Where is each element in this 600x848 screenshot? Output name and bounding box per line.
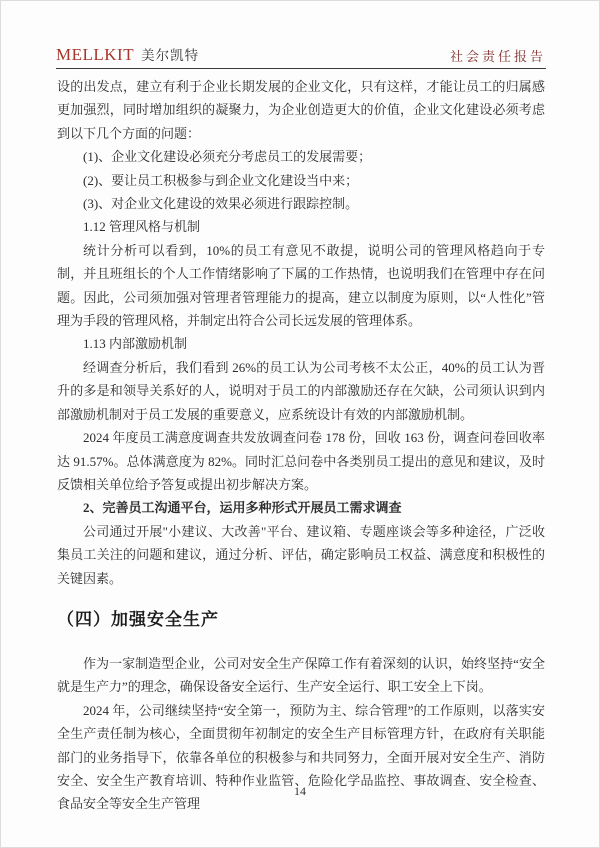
logo-chinese-name: 美尔凯特: [141, 48, 200, 63]
subheading-communication-platform: 2、完善员工沟通平台，运用多种形式开展员工需求调查: [83, 500, 402, 516]
list-item-1: (1)、企业文化建设必须充分考虑员工的发展需要；: [83, 149, 372, 165]
section-heading-safety: （四）加强安全生产: [57, 609, 219, 629]
company-logo: [56, 44, 199, 65]
document-title: 社会责任报告: [449, 49, 546, 64]
page-header: [56, 39, 546, 69]
logo-wordmark: MELLKIT: [56, 45, 135, 64]
subheading-1-12: 1.12 管理风格与机制: [83, 219, 201, 235]
list-item-3: (3)、对企业文化建设的效果必须进行跟踪控制。: [83, 196, 359, 212]
paragraph-safety-2024: 2024 年，公司继续坚持“安全第一，预防为主、综合管理”的工作原则，以落实安全生产责任制为核心，全面贯彻年初制定的安全生产目标管理方针，在政府有关职能部门的业务指导下，依靠各单位的积极参与和共同努力，全面开展对安全生产、消防安全、安全生产教育培训、特种作业监管、危险化学品监控、事故调查、安全检查、食品安全等安全生产管理: [57, 702, 545, 812]
page-number: 14: [294, 784, 306, 798]
page-body: [57, 75, 545, 816]
paragraph-continuation: 设的出发点，建立有利于企业长期发展的企业文化，只有这样，才能让员工的归属感更加强烈，同时增加组织的凝聚力，为企业创造更大的价值，企业文化建设必须考虑到以下几个方面的问题：: [57, 79, 545, 141]
list-item-2: (2)、要让员工积极参与到企业文化建设当中来；: [83, 172, 359, 188]
paragraph-communication: 公司通过开展"小建议、大改善"平台、建议箱、专题座谈会等多种途径，广泛收集员工关注的问题和建议，通过分析、评估，确定影响员工权益、满意度和积极性的关键因素。: [57, 523, 545, 586]
paragraph-incentive: 经调查分析后，我们看到 26%的员工认为公司考核不太公正，40%的员工认为晋升的多是和领导关系好的人，说明对于员工的内部激励还存在欠缺，公司须认识到内部激励机制对于员工发展的重要意义，应系统设计有效的内部激励机制。: [57, 359, 545, 422]
subheading-1-13: 1.13 内部激励机制: [83, 336, 188, 352]
page-footer: [1, 784, 599, 799]
paragraph-safety-concept: 作为一家制造型企业，公司对安全生产保障工作有着深刻的认识，始终坚持“安全就是生产力”的理念，确保设备安全运行、生产安全运行、职工安全上下岗。: [57, 655, 545, 695]
paragraph-satisfaction-survey: 2024 年度员工满意度调查共发放调查问卷 178 份，回收 163 份，调查问卷回收率达 91.57%。总体满意度为 82%。同时汇总问卷中各类别员工提出的意见和建议，及时反馈相关单位给予答复或提出初步解决方案。: [57, 430, 545, 492]
paragraph-management-style: 统计分析可以看到，10%的员工有意见不敢提，说明公司的管理风格趋向于专制，并且班组长的个人工作情绪影响了下属的工作热情，也说明我们在管理中存在问题。因此，公司须加强对管理者管理能力的提高，建立以制度为原则，以“人性化”管理为手段的管理风格，并制定出符合公司长远发展的管理体系。: [57, 242, 545, 329]
